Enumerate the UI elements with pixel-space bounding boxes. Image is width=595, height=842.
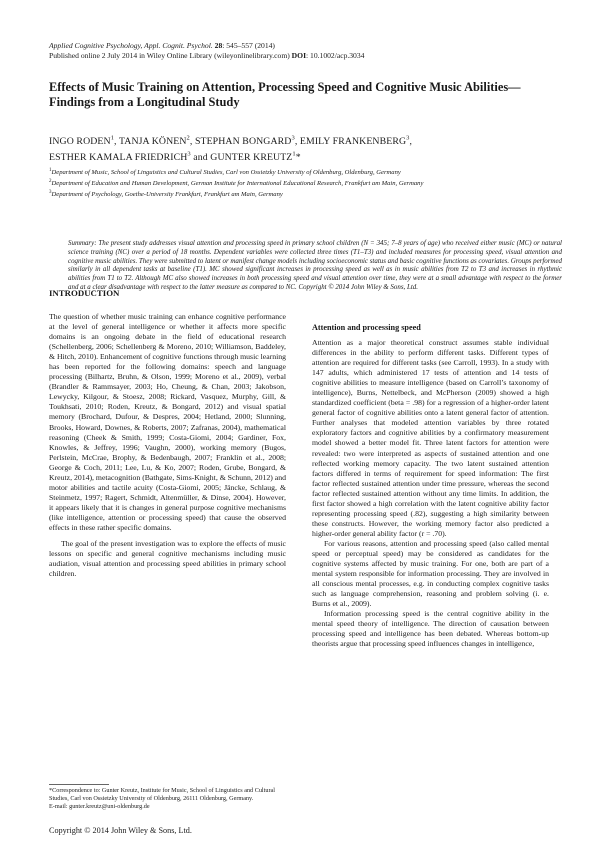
left-column <box>49 312 286 585</box>
affiliation-list <box>49 167 564 199</box>
doi-label: DOI <box>291 51 307 60</box>
journal-citation <box>49 41 275 50</box>
abstract: Summary: The present study addresses visual attention and processing speed in primary school children (N = 345; 7–8 years of age) who received either music (MC) or natural science training (NC) over a period of 18 months. Dependent variables were collected three times (T1–T3) and included measures for processing speed, visual attention and cognitive music abilities. They were submitted to latent or manifest change models including socioeconomic status and basic cognitive functions as covariates. Groups performed similarly in all dependent tasks at baseline (T1). MC showed significant increases in processing speed as well as in music abilities from T2 to T3 and increases in rhythmic abilities from T1 to T2. Although MC also showed increases in both processing speed and visual attention over time, they were at a small advantage with respect to the former and at a clear disadvantage with respect to the latter measure as compared to NC. Copyright © 2014 John Wiley & Sons, Ltd. <box>68 239 562 291</box>
doi-link[interactable]: : 10.1002/acp.3034 <box>306 51 365 60</box>
correspondence-email[interactable]: E-mail: gunter.kreutz@uni-oldenburg.de <box>49 802 150 810</box>
journal-name: Applied Cognitive Psychology, Appl. Cognit. Psychol. <box>49 41 213 50</box>
paper-title: Effects of Music Training on Attention, Processing Speed and Cognitive Music Abilities—Findings from a Longitudinal Study <box>49 80 521 109</box>
paragraph: The question of whether music training can enhance cognitive performance at the level of general intelligence or whether it affects more specific domains is an ongoing debate in the field of educational research (Schellenberg, 2006; Schellenberg & Moreno, 2010; Williamson, Baddeley, & Hitch, 2010). Enhancement of cognitive functions through music learning has been reported for the following domains: speech and language processing (Bilhartz, Bruhn, & Olson, 1999; Moreno et al., 2009), verbal (Brandler & Rammsayer, 2003; Ho, Cheung, & Chan, 2003; Jakobson, Lewycky, Kilgour, & Stoesz, 2008; Rickard, Vasquez, Murphy, Gill, & Toukhsati, 2010; Roden, Kreutz, & Bongard, 2012) and visual spatial memory (Brochard, Dufour, & Despres, 2004; Hetland, 2000; Slunning, Brooks, Howard, Downes, & Roberts, 2007; Zafranas, 2004), mathematical reasoning (Cheek & Smith, 1999; Costa-Giomi, 2004; Gardiner, Fox, Knowles, & Jeffrey, 1996; Vaughn, 2000), working memory (Bugos, Perlstein, McCrae, Brophy, & Bedenbaugh, 2007; Franklin et al., 2008; George & Coch, 2011; Lee, Lu, & Ko, 2007; Roden, Grube, Bongard, & Kreutz, 2014), metacognition (Bathgate, Sims-Knight, & Schunn, 2012) and motor abilities and tactile acuity (Costa-Giomi, 2005; Jäncke, Schlaug, & Steinmetz, 1997; Ragert, Schmidt, Altenmüller, & Dinse, 2004). However, it appears likely that it is changes in general purpose cognitive mechanisms (like intelligence, attention or processing speed) that cause the observed effects in these rather specific domains. <box>49 312 286 532</box>
publication-info <box>49 51 364 60</box>
journal-pages: : 545–557 (2014) <box>222 41 275 50</box>
journal-volume: 28 <box>214 41 223 50</box>
affiliation: $^1$Department of Music, School of Linguistics and Cultural Studies, Carl von Ossietzky University of Oldenburg, Oldenburg, Germany <box>49 168 401 177</box>
section-heading-introduction: INTRODUCTION <box>49 288 120 298</box>
paragraph: For various reasons, attention and processing speed (also called mental speed or perceptual speed) may be considered as candidates for the cognitive systems affected by music training. For one, both are part of a mental system responsible for information processing. They are involved in all conscious mental processes, e.g. in conducting complex cognitive tasks such as language comprehension, reasoning and problem solving (i. e. Burns et al., 2009). <box>312 538 549 609</box>
paragraph: Attention as a major theoretical construct assumes stable individual differences in the ability to perform different tasks. Different types of attention are required for different tasks (see Carroll, 1993). In a study with 147 adults, which administered 17 tests of attention and 14 tests of cognitive abilities to measure intelligence (based on Carroll’s taxonomy of intelligence), Burns, Nettelbeck, and McPherson (2009) showed a high standardized coefficient (beta = .98) for a regression of a higher-order latent general factor of cognitive abilities onto a latent general factor of attention. Further analyses that modeled attention variables by three rotated exploratory factors and cognitive abilities by a confirmatory measurement model showed a better model fit. Three latent factors for attention were revealed: two were interpreted as aspects of sustained attention and one reflected working memory capacity. The two latent sustained attention factors differed in terms of requirement for speed information: The first factor reflected sustained attention under time pressure, whereas the second factor reflected sustained attention without any time limits. In addition, the first factor showed a high correlation with the latent cognitive ability factor representing processing speed (.82), suggesting a high similarity between these constructs. However, the working memory factor also predicted a higher-order general ability factor (r = .70). <box>312 338 549 538</box>
author-list <box>49 133 549 164</box>
copyright-notice: Copyright © 2014 John Wiley & Sons, Ltd. <box>49 826 192 835</box>
right-column <box>312 338 549 655</box>
published-online: Published online 2 July 2014 in Wiley Online Library (wileyonlinelibrary.com) <box>49 51 290 60</box>
paragraph: Information processing speed is the central cognitive ability in the mental speed theory of intelligence. The direction of causation between processing speed and intelligence has been debated. Whereas bottom-up theorists argue that processing speed influences changes in intelligence, <box>312 609 549 649</box>
correspondence-address: *Correspondence to: Gunter Kreutz, Institute for Music, School of Linguistics and Cultural Studies, Carl von Ossietzky University of Oldenburg, 26111 Oldenburg, Germany. <box>49 787 275 802</box>
affiliation: $^2$Department of Education and Human Development, German Institute for International Educational Research, Frankfurt am Main, Germany <box>49 178 424 187</box>
paragraph: The goal of the present investigation was to explore the effects of music lessons on specific and general cognitive mechanisms including music audiation, visual attention and processing speed abilities in primary school children. <box>49 539 286 579</box>
author: INGO RODEN$^1$, <box>49 135 119 148</box>
footnote-divider <box>49 784 109 785</box>
author: GUNTER KREUTZ$^1$* <box>210 150 301 163</box>
author: TANJA KÖNEN$^2$, <box>118 135 195 148</box>
correspondence-footnote <box>49 787 289 811</box>
author: STEPHAN BONGARD$^3$, <box>194 135 300 148</box>
author: EMILY FRANKENBERG$^3$, <box>299 135 413 148</box>
author: ESTHER KAMALA FRIEDRICH$^3$ and <box>49 150 211 163</box>
subsection-heading-attention: Attention and processing speed <box>312 323 421 332</box>
affiliation: $^3$Department of Psychology, Goethe-University Frankfurt, Frankfurt am Main, Germany <box>49 189 283 198</box>
